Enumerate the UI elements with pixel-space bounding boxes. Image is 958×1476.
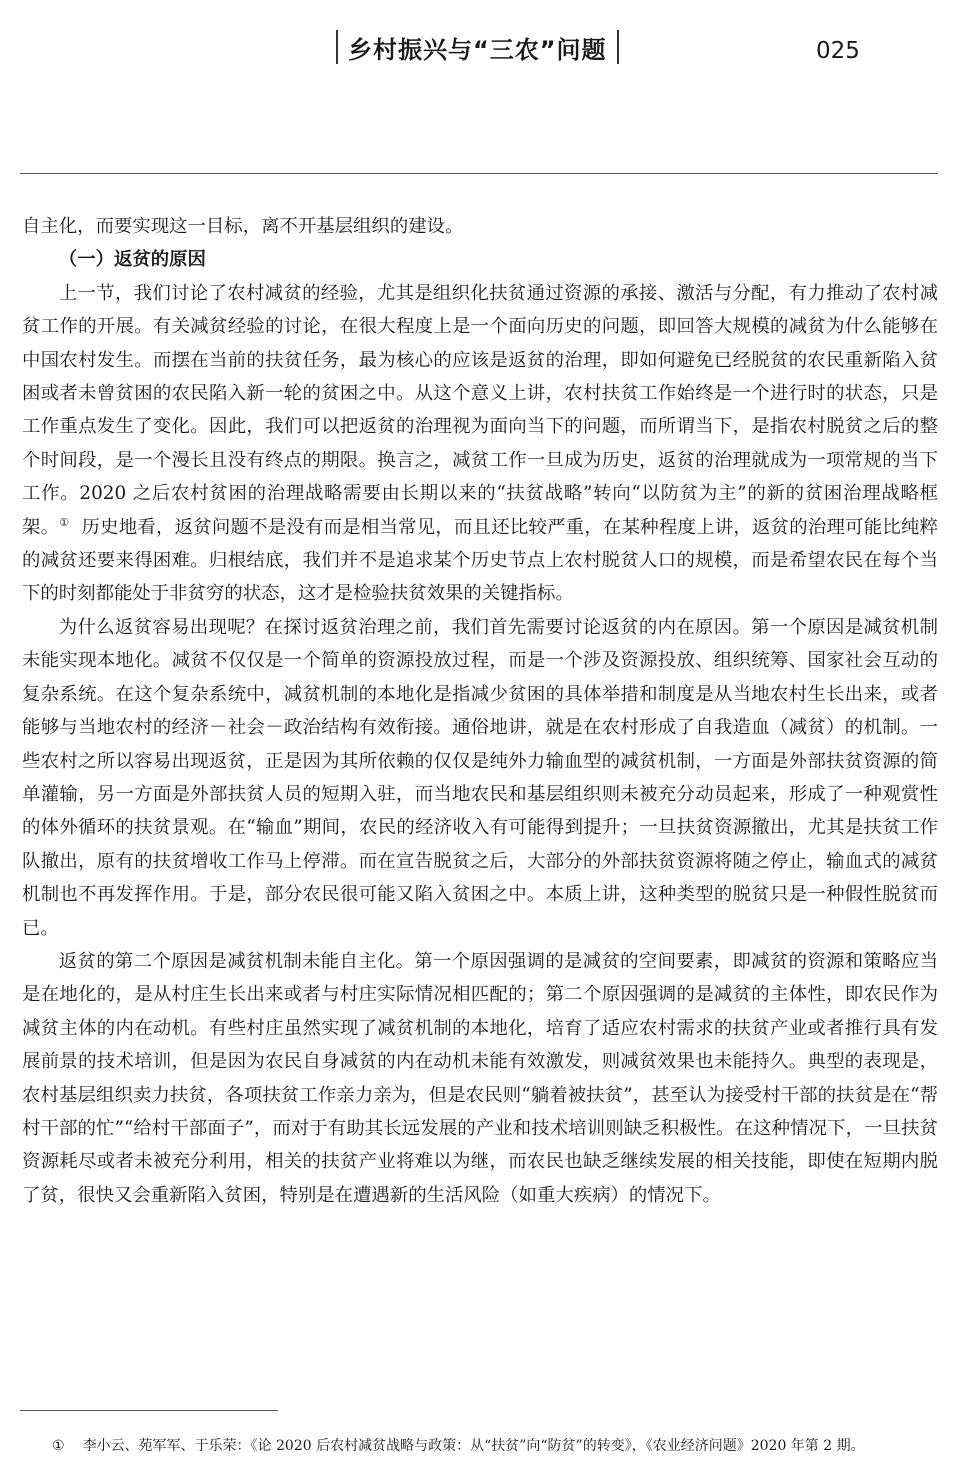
paragraph-1 xyxy=(22,277,938,611)
page-header xyxy=(0,0,958,175)
footnote-text: 李小云、苑军军、于乐荣：《论 2020 后农村减贫战略与政策：从“扶贫”向“防贫”的转变》，《农业经济问题》2020 年第 2 期。 xyxy=(82,1438,865,1454)
footnote xyxy=(52,1434,942,1458)
paragraph-1-text-a: 上一节，我们讨论了农村减贫的经验，尤其是组织化扶贫通过资源的承接、激活与分配，有力推动了农村减贫工作的开展。有关减贫经验的讨论，在很大程度上是一个面向历史的问题，即回答大规模的减贫为什么能够在中国农村发生。而摆在当前的扶贫任务，最为核心的应该是返贫的治理，即如何避免已经脱贫的农民重新陷入贫困或者未曾贫困的农民陷入新一轮的贫困之中。从这个意义上讲，农村扶贫工作始终是一个进行时的状态，只是工作重点发生了变化。因此，我们可以把返贫的治理视为面向当下的问题，而所谓当下，是指农村脱贫之后的整个时间段，是一个漫长且没有终点的期限。换言之，减贫工作一旦成为历史，返贫的治理就成为一项常规的当下工作。2020 之后农村贫困的治理战略需要由长期以来的“扶贫战略”转向“以防贫为主”的新的贫困治理战略框架。 xyxy=(22,282,938,538)
paragraph-3: 返贫的第二个原因是减贫机制未能自主化。第一个原因强调的是减贫的空间要素，即减贫的资源和策略应当是在地化的，是从村庄生长出来或者与村庄实际情况相匹配的；第二个原因强调的是减贫的主体性，即农民作为减贫主体的内在动机。有些村庄虽然实现了减贫机制的本地化，培育了适应农村需求的扶贫产业或者推行具有发展前景的技术培训，但是因为农民自身减贫的内在动机未能有效激发，则减贫效果也未能持久。典型的表现是，农村基层组织卖力扶贫，各项扶贫工作亲力亲为，但是农民则“躺着被扶贫”，甚至认为接受村干部的扶贫是在“帮村干部的忙”“给村干部面子”，而对于有助其长远发展的产业和技术培训则缺乏积极性。在这种情况下，一旦扶贫资源耗尽或者未被充分利用，相关的扶贫产业将难以为继，而农民也缺乏继续发展的相关技能，即使在短期内脱了贫，很快又会重新陷入贫困，特别是在遭遇新的生活风险（如重大疾病）的情况下。 xyxy=(22,950,938,1206)
footnote-reference[interactable]: ① xyxy=(59,515,70,529)
page-number: 025 xyxy=(816,38,860,64)
paragraph-1-text-b: 历史地看，返贫问题不是没有而是相当常见，而且还比较严重，在某种程度上讲，返贫的治理可能比纯粹的减贫还要来得困难。归根结底，我们并不是追求某个历史节点上农村脱贫人口的规模，而是希望农民在每个当下的时刻都能处于非贫穷的状态，这才是检验扶贫效果的关键指标。 xyxy=(22,516,938,605)
running-title: 乡村振兴与“三农”问题 xyxy=(336,30,619,64)
footnote-rule xyxy=(20,1410,278,1411)
paragraph-continued: 自主化，而要实现这一目标，离不开基层组织的建设。 xyxy=(22,216,464,237)
body-text xyxy=(22,210,938,1212)
header-rule xyxy=(20,173,938,174)
footnote-marker: ① xyxy=(52,1438,65,1454)
paragraph-2: 为什么返贫容易出现呢？在探讨返贫治理之前，我们首先需要讨论返贫的内在原因。第一个原因是减贫机制未能实现本地化。减贫不仅仅是一个简单的资源投放过程，而是一个涉及资源投放、组织统筹、国家社会互动的复杂系统。在这个复杂系统中，减贫机制的本地化是指减少贫困的具体举措和制度是从当地农村生长出来，或者能够与当地农村的经济－社会－政治结构有效衔接。通俗地讲，就是在农村形成了自我造血（减贫）的机制。一些农村之所以容易出现返贫，正是因为其所依赖的仅仅是纯外力输血型的减贫机制，一方面是外部扶贫资源的简单灌输，另一方面是外部扶贫人员的短期入驻，而当地农民和基层组织则未被充分动员起来，形成了一种观赏性的体外循环的扶贫景观。在“输血”期间，农民的经济收入有可能得到提升；一旦扶贫资源撤出，尤其是扶贫工作队撤出，原有的扶贫增收工作马上停滞。而在宣告脱贫之后，大部分的外部扶贫资源将随之停止，输血式的减贫机制也不再发挥作用。于是，部分农民很可能又陷入贫困之中。本质上讲，这种类型的脱贫只是一种假性脱贫而已。 xyxy=(22,616,938,939)
section-heading: （一）返贫的原因 xyxy=(58,249,206,271)
